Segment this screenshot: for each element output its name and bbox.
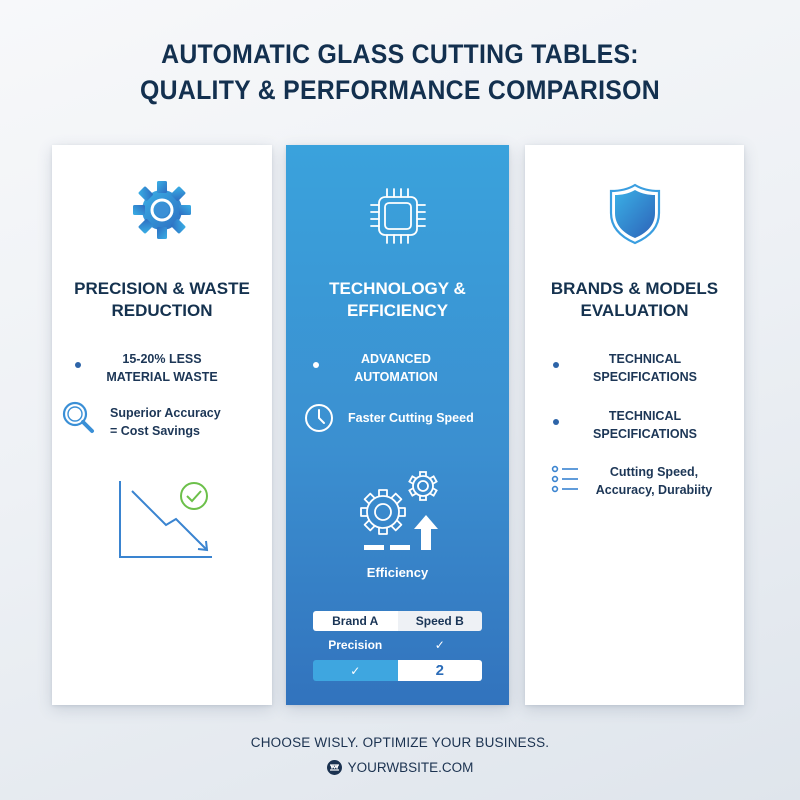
table-header-cell: Speed B xyxy=(398,611,483,631)
item-text xyxy=(589,463,719,499)
title-line-1: AUTOMATIC GLASS CUTTING TABLES: xyxy=(161,39,639,69)
item-line-1: TECHNICAL xyxy=(608,409,682,423)
table-header-row xyxy=(313,611,482,631)
item-text xyxy=(336,350,456,386)
clock-icon xyxy=(304,403,334,438)
bullet-dot-icon xyxy=(313,362,319,368)
item-line-1: ADVANCED xyxy=(361,352,431,366)
heading-line-1: PRECISION & WASTE xyxy=(74,279,250,298)
title-line-2: QUALITY & PERFORMANCE COMPARISON xyxy=(140,75,660,105)
card-brands-models xyxy=(525,145,744,705)
item-line-2: = Cost Savings xyxy=(110,424,200,438)
page-title xyxy=(32,36,768,108)
shield-icon xyxy=(607,183,663,250)
check-circle-icon xyxy=(181,483,207,509)
gear-icon xyxy=(129,177,195,248)
item-line-2: SPECIFICATIONS xyxy=(593,427,697,441)
cpu-chip-icon xyxy=(365,183,431,254)
card-precision-waste xyxy=(52,145,272,705)
comparison-table xyxy=(313,611,482,681)
efficiency-label: Efficiency xyxy=(366,565,429,580)
table-cell-check: ✓ xyxy=(313,660,398,681)
heading-line-2: REDUCTION xyxy=(111,301,213,320)
bullet-dot-icon xyxy=(553,419,559,425)
table-header-cell: Brand A xyxy=(313,611,398,631)
table-cell: 2 xyxy=(398,660,483,681)
card-heading xyxy=(52,278,272,322)
table-row xyxy=(313,635,482,655)
item-line-1: 15-20% LESS xyxy=(122,352,202,366)
list-icon xyxy=(551,464,581,499)
card-heading xyxy=(286,278,509,322)
card-technology-efficiency xyxy=(286,145,509,705)
heading-line-1: BRANDS & MODELS xyxy=(550,279,719,298)
footer-tagline: CHOOSE WISLY. OPTIMIZE YOUR BUSINESS. xyxy=(250,735,550,750)
card-heading xyxy=(525,278,744,322)
item-line-2: AUTOMATION xyxy=(354,370,438,384)
bullet-dot-icon xyxy=(75,362,81,368)
gears-up-arrow-icon xyxy=(348,467,448,557)
heading-line-1: TECHNOLOGY & xyxy=(329,279,466,298)
item-text: Faster Cutting Speed xyxy=(348,411,474,425)
item-line-1: Superior Accuracy xyxy=(110,406,221,420)
item-text xyxy=(580,350,710,386)
table-row xyxy=(313,660,482,681)
table-cell: Precision xyxy=(328,638,383,652)
item-text xyxy=(580,407,710,443)
footer-website[interactable] xyxy=(0,760,800,775)
magnifier-icon xyxy=(61,400,97,441)
item-line-1: Cutting Speed, xyxy=(609,465,699,479)
table-cell-check: ✓ xyxy=(434,638,445,652)
item-text xyxy=(110,404,240,440)
heading-line-2: EVALUATION xyxy=(580,301,689,320)
item-text xyxy=(97,350,227,386)
declining-chart-icon xyxy=(114,475,214,570)
item-line-2: MATERIAL WASTE xyxy=(106,370,218,384)
item-line-2: Accuracy, Durabiity xyxy=(595,483,713,497)
heading-line-2: EFFICIENCY xyxy=(346,301,449,320)
bullet-dot-icon xyxy=(553,362,559,368)
item-line-1: TECHNICAL xyxy=(608,352,682,366)
website-link[interactable]: YOURWBSITE.COM xyxy=(347,760,474,775)
item-line-2: SPECIFICATIONS xyxy=(593,370,697,384)
web-icon xyxy=(327,760,342,775)
